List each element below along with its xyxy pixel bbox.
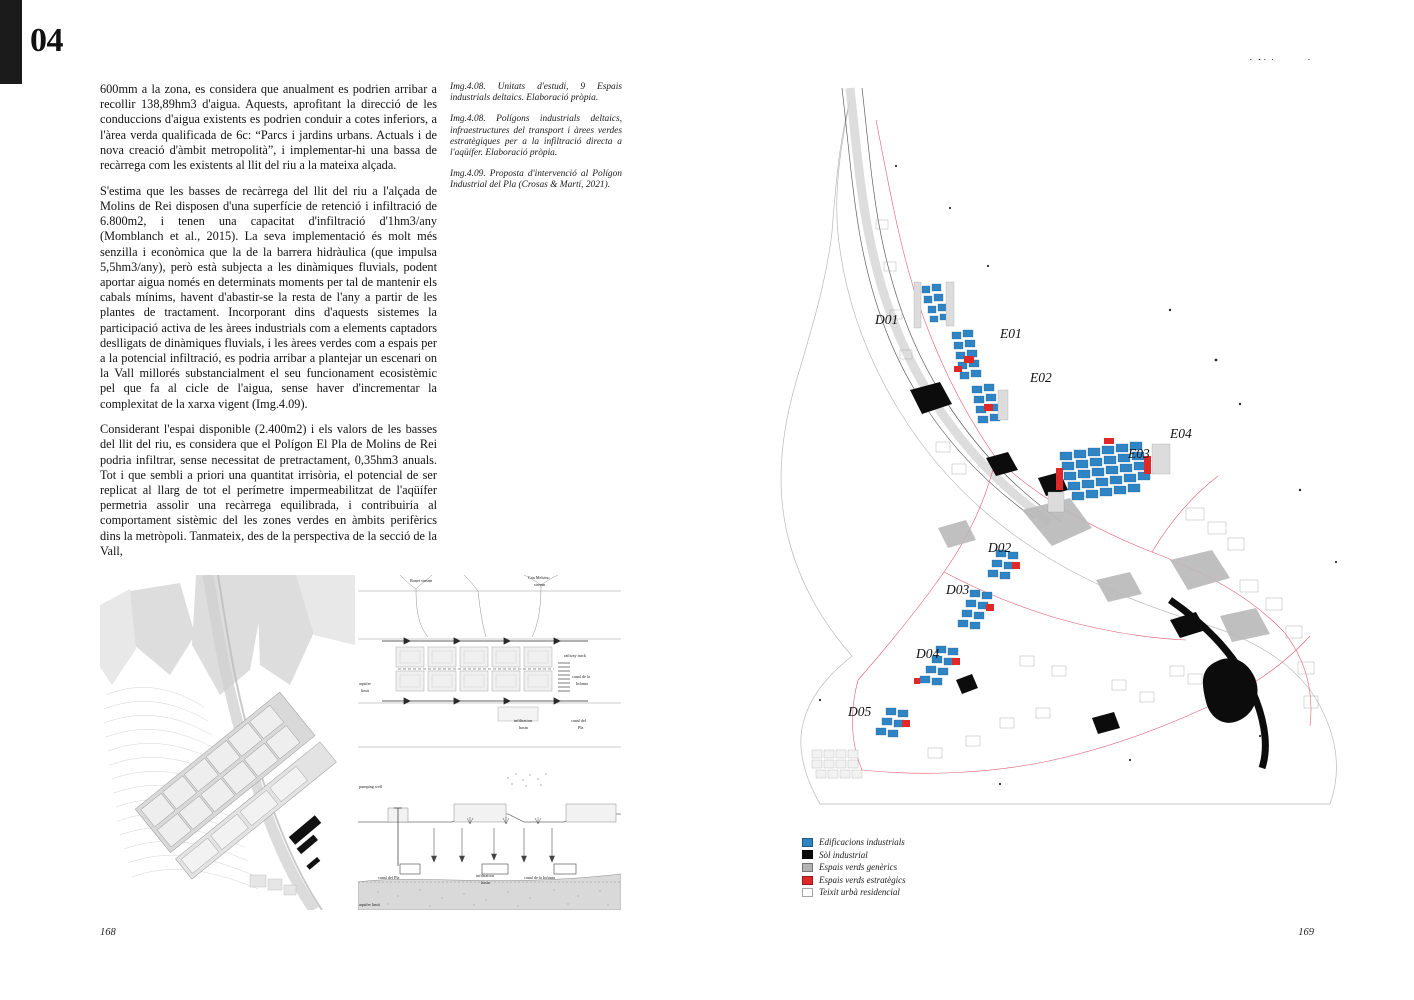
map-unit-label: D03 xyxy=(946,582,970,597)
plan-label: Can Melsino xyxy=(528,575,550,580)
body-paragraph: S'estima que les basses de recàrrega del llit del riu a l'alçada de Molins de Rei disposen d'una superfície de retenció i infiltració de 6.800m2, i tenen una capacitat d'infiltració d'1hm3/any (Momblanch et al., 2015). La seva implementació és molt més senzilla i econòmica que la de la barrera hidràulica (que impulsa 5,5hm3/any), però està subjecta a les dinàmiques fluvials, podent aportar aigua només en determinats moments per tal de mantenir els cabals mínims, havent d'abastir-se la resta de l'any a partir de les plantes de tractament. Incorporant dins d'aquests sistemes la participació activa de les àrees industrials com a elements captadors deslligats de dinàmiques fluvials, i les àrees verdes com a espais per a la potencial infiltració, es podria arribar a plantejar un escenari on la Vall millorés substancialment el seu funcionament ecosistèmic pel que fa al cicle de l'aigua, sense haver d'incrementar la complexitat de la xarxa vigent (Img.4.09). xyxy=(100,183,437,411)
folio-right: 169 xyxy=(1298,927,1314,938)
legend-item xyxy=(802,874,1032,887)
plan-label: limit xyxy=(361,688,369,693)
map-legend xyxy=(802,836,1032,899)
plan-label: Infanta xyxy=(576,681,588,686)
map-unit-label: D05 xyxy=(848,704,872,719)
legend-label: Teixit urbà residencial xyxy=(819,887,900,898)
delta-industrial-map xyxy=(700,60,1380,820)
section-label: basin xyxy=(481,880,490,885)
map-unit-label: E02 xyxy=(1030,370,1052,385)
plan-label: basin xyxy=(519,725,528,730)
map-unit-label: E03 xyxy=(1128,446,1150,461)
main-text-column xyxy=(100,82,437,570)
legend-label: Espais verds genèrics xyxy=(819,862,898,873)
plan-label: aquifer xyxy=(359,681,371,686)
map-unit-label: E01 xyxy=(1000,326,1022,341)
figure-caption: Img.4.08. Polígons industrials deltaics, infraestructures del transport i àrees verdes estratègiques per a la infiltració directa a l'aqüífer. Elaboració pròpia. xyxy=(450,114,622,159)
folio-left: 168 xyxy=(100,927,116,938)
section-label: canal del Pla xyxy=(378,875,400,880)
map-unit-label: D01 xyxy=(875,312,899,327)
figure-infiltration-plan xyxy=(358,575,621,755)
legend-swatch-strategic-green xyxy=(802,876,813,885)
legend-label: Espais verds estratègics xyxy=(819,874,906,885)
plan-label: canal de la xyxy=(572,674,590,679)
chapter-number: 04 xyxy=(30,22,63,59)
legend-label: Sòl industrial xyxy=(819,849,868,860)
caption-column xyxy=(450,82,622,202)
legend-item xyxy=(802,836,1032,849)
plan-label: Bonet stream xyxy=(410,578,433,583)
legend-label: Edificacions industrials xyxy=(819,837,905,847)
legend-swatch-industrial-buildings xyxy=(802,838,813,847)
plan-label: Pla xyxy=(578,725,584,730)
map-drawing xyxy=(700,60,1380,820)
legend-swatch-industrial-soil xyxy=(802,850,813,859)
figure-section-diagram xyxy=(358,770,621,910)
legend-item xyxy=(802,849,1032,862)
site-plan-drawing xyxy=(100,575,355,910)
section-label: aquifer limit xyxy=(359,902,380,907)
map-unit-label: D04 xyxy=(916,646,940,661)
body-paragraph: 600mm a la zona, es considera que anualment es podrien arribar a recollir 138,89hm3 d'aigua. Aquests, aprofitant la direcció de les conduccions d'aigua existents es podrien conduir a cotes inferiors, a l'àrea verda qualificada de 6c: “Parcs i jardins urbans. Actuals i de nova creació d'àmbit metropolità”, i implementar-hi una bassa de recàrrega com les existents al llit del riu a la mateixa alçada. xyxy=(100,82,437,173)
figure-caption: Img.4.09. Proposta d'intervenció al Polígon Industrial del Pla (Crosas & Martí, 2021). xyxy=(450,169,622,191)
legend-swatch-residential-fabric xyxy=(802,888,813,897)
plan-label: stream xyxy=(534,582,546,587)
plan-label: railway track xyxy=(564,653,586,658)
section-drawing xyxy=(358,770,621,910)
plan-label: infiltration xyxy=(514,718,532,723)
map-unit-label: E04 xyxy=(1170,426,1192,441)
legend-item xyxy=(802,861,1032,874)
map-unit-label: D02 xyxy=(988,540,1012,555)
body-paragraph: Considerant l'espai disponible (2.400m2) i els valors de les basses del llit del riu, es considera que el Polígon El Pla de Molins de Rei podria infiltrar, sense necessitat de pretractament, 0,35hm3 anuals. Tot i que sembli a priori una quantitat irrisòria, el potencial de ser replicat al llarg de tot el perímetre impermeabilitzat de l'aqüífer permetria assolir una recàrrega equilibrada, i contribuiria al comportament sistèmic del les zones verdes en àmbits perifèrics dins la metròpoli. Tanmateix, des de la perspectiva de la secció de la Vall, xyxy=(100,422,437,558)
section-label: canal de la Infanta xyxy=(524,875,555,880)
legend-swatch-generic-green xyxy=(802,863,813,872)
chapter-edge-tab xyxy=(0,0,22,84)
figure-site-plan xyxy=(100,575,355,910)
plan-label: canal del xyxy=(571,718,586,723)
legend-item xyxy=(802,886,1032,899)
section-label: infiltration xyxy=(476,873,494,878)
section-label: pumping well xyxy=(359,784,383,789)
figure-caption: Img.4.08. Unitats d'estudi, 9 Espais industrials deltaics. Elaboració pròpia. xyxy=(450,82,622,104)
